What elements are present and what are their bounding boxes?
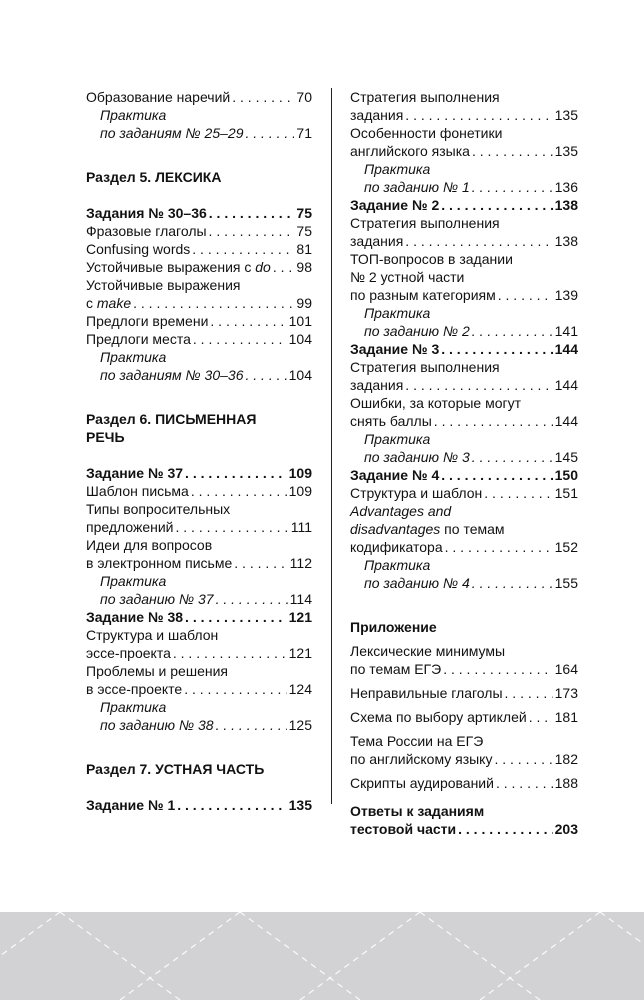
toc-entry: Confusing words . . . 81 — [86, 240, 312, 258]
toc-entry: по заданию № 37 . . . 114 — [86, 590, 312, 608]
answers-entry: тестовой части . . . 203 — [350, 820, 578, 838]
toc-entry: Неправильные глаголы . . . 173 — [350, 684, 578, 702]
toc-practice-label: Практика — [100, 699, 167, 715]
toc-entry: по заданию № 3 . . . 145 — [350, 448, 578, 466]
toc-entry-line2: disadvantages по темам — [350, 521, 505, 537]
toc-left-column — [86, 88, 312, 814]
toc-practice-label: Практика — [364, 557, 431, 573]
toc-entry: Шаблон письма . . . 109 — [86, 482, 312, 500]
task-heading: Задание № 38 . . . 121 — [86, 608, 312, 626]
toc-entry: задания . . . 135 — [350, 106, 578, 124]
column-divider — [331, 88, 332, 804]
toc-entry: по заданию № 38 . . . 125 — [86, 716, 312, 734]
section-7-title: Раздел 7. УСТНАЯ ЧАСТЬ — [86, 761, 265, 777]
toc-entry: Скрипты аудирований . . . 188 — [350, 774, 578, 792]
toc-practice-label: Практика — [100, 107, 167, 123]
toc-entry: по заданию № 4 . . . 155 — [350, 574, 578, 592]
toc-entry: Устойчивые выражения с do . . . 98 — [86, 258, 312, 276]
section-6-title-line2: РЕЧЬ — [86, 429, 125, 445]
toc-entry-line1: Advantages and — [350, 503, 452, 519]
toc-entry-line1: Особенности фонетики — [350, 125, 503, 141]
toc-entry-line1: Стратегия выполнения — [350, 89, 500, 105]
toc-practice-label: Практика — [364, 161, 431, 177]
toc-entry: по разным категориям . . . 139 — [350, 286, 578, 304]
toc-entry: в эссе-проекте . . . 124 — [86, 680, 312, 698]
section-6-title: Раздел 6. ПИСЬМЕННАЯ — [86, 411, 257, 427]
toc-entry: задания . . . 144 — [350, 376, 578, 394]
answers-title-line1: Ответы к заданиям — [350, 803, 485, 819]
toc-entry-line1: Типы вопросительных — [86, 501, 231, 517]
toc-entry: по заданию № 2 . . . 141 — [350, 322, 578, 340]
toc-entry: по заданиям № 25–29 . . . 71 — [86, 124, 312, 142]
task-heading: Задание № 2 . . . 138 — [350, 196, 578, 214]
toc-entry: снять баллы . . . 144 — [350, 412, 578, 430]
toc-entry: с make . . . 99 — [86, 294, 312, 312]
toc-entry: эссе-проекта . . . 121 — [86, 644, 312, 662]
toc-entry: в электронном письме . . . 112 — [86, 554, 312, 572]
toc-entry-line2: № 2 устной части — [350, 269, 465, 285]
toc-entry-line1: Идеи для вопросов — [86, 537, 213, 553]
toc-practice-label: Практика — [100, 349, 167, 365]
task-heading: Задание № 4 . . . 150 — [350, 466, 578, 484]
toc-entry: Структура и шаблон . . . 151 — [350, 484, 578, 502]
toc-entry-line1: ТОП-вопросов в задании — [350, 251, 513, 267]
toc-entry-line1: Лексические минимумы — [350, 643, 506, 659]
toc-entry: кодификатора . . . 152 — [350, 538, 578, 556]
task-heading: Задания № 30–36 . . . 75 — [86, 204, 312, 222]
task-heading: Задание № 3 . . . 144 — [350, 340, 578, 358]
toc-entry-line1: Стратегия выполнения — [350, 215, 500, 231]
section-5-title: Раздел 5. ЛЕКСИКА — [86, 169, 222, 185]
toc-entry-line1: Структура и шаблон — [86, 627, 219, 643]
toc-practice-label: Практика — [364, 305, 431, 321]
toc-entry: по английскому языку . . . 182 — [350, 750, 578, 768]
task-heading: Задание № 37 . . . 109 — [86, 464, 312, 482]
toc-entry: Предлоги времени . . . 101 — [86, 312, 312, 330]
toc-entry: по заданию № 1 . . . 136 — [350, 178, 578, 196]
toc-entry: Схема по выбору артиклей . . . 181 — [350, 708, 578, 726]
toc-entry-line1: Ошибки, за которые могут — [350, 395, 522, 411]
toc-entry-line1: Тема России на ЕГЭ — [350, 733, 484, 749]
toc-entry-line1: Устойчивые выражения — [86, 277, 241, 293]
toc-entry: предложений . . . 111 — [86, 518, 312, 536]
appendix-title: Приложение — [350, 619, 437, 635]
toc-entry: Образование наречий . . . 70 — [86, 88, 312, 106]
task-heading: Задание № 1 . . . 135 — [86, 796, 312, 814]
diamond-pattern — [0, 912, 644, 1000]
toc-entry: задания . . . 138 — [350, 232, 578, 250]
decorative-footer-band — [0, 912, 644, 1000]
toc-practice-label: Практика — [364, 431, 431, 447]
toc-entry-line1: Проблемы и решения — [86, 663, 228, 679]
toc-entry: по темам ЕГЭ . . . 164 — [350, 660, 578, 678]
toc-entry: Фразовые глаголы . . . 75 — [86, 222, 312, 240]
toc-practice-label: Практика — [100, 573, 167, 589]
toc-right-column — [350, 88, 578, 838]
toc-entry: английского языка . . . 135 — [350, 142, 578, 160]
toc-entry-line1: Стратегия выполнения — [350, 359, 500, 375]
toc-entry: Предлоги места . . . 104 — [86, 330, 312, 348]
toc-entry: по заданиям № 30–36 . . . 104 — [86, 366, 312, 384]
